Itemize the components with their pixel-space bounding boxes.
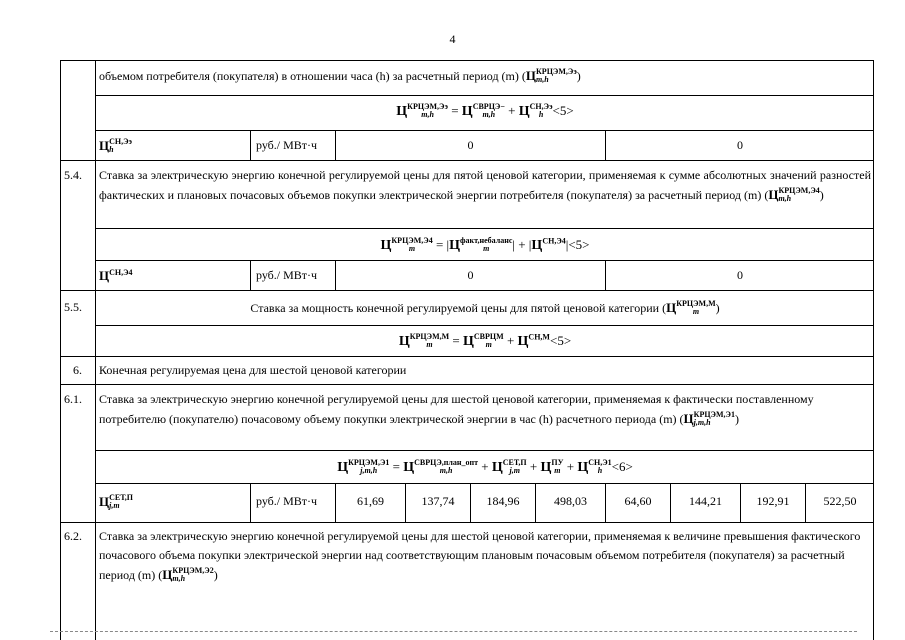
value-cell: 144,21	[689, 494, 722, 508]
row-line	[95, 130, 874, 131]
row-line	[95, 260, 874, 261]
parameter-symbol: $Ц^{СН,Э4}$	[99, 268, 133, 283]
row-line	[95, 483, 874, 484]
value-cell: 498,03	[554, 494, 587, 508]
value-cell: 64,60	[624, 494, 652, 508]
item-description: Ставка за мощность конечной регулируемой цены для пятой ценовой категории (Ц КРЦЭМ,М m )	[250, 299, 720, 317]
cell-divider	[250, 260, 251, 290]
formula: Ц КРЦЭМ,Э1 j,m,h = Ц СВРЦЭ,план_опт m,h + Ц СЕТ,П j,m + Ц ПУ m + Ц СН,Э1 h <6>	[337, 458, 633, 476]
cell-divider	[250, 130, 251, 160]
item-number: 5.4.	[64, 168, 82, 182]
value-cell: 184,96	[486, 494, 520, 508]
value-cell: 0	[737, 138, 743, 152]
item-description: Ставка за электрическую энергию конечной регулируемой цены для шестой ценовой категории, применяемая к фактически поставленному потребителю (покупателю) почасовому объему покупки электрической энергии в час (h) расчетного периода (m) (Ц КРЦЭМ,Э1 j,m,h )	[99, 392, 814, 428]
row-line	[60, 384, 874, 385]
parameter-symbol: Ц СЕТ,П j,m	[99, 493, 133, 511]
row-text: объемом потребителя (покупателя) в отношении часа (h) за расчетный период (m) (Ц КРЦЭМ,Ээ m,h )	[99, 67, 581, 85]
page-number: 4	[449, 32, 456, 46]
formula: Ц КРЦЭМ,Ээ m,h = Ц СВРЦЭ− m,h + Ц СН,Ээ h <5>	[396, 102, 574, 120]
item-number: 6.2.	[64, 529, 82, 543]
formula: Ц КРЦЭМ,М m = Ц СВРЦМ m + $Ц^{СН,М}<5>$	[398, 332, 572, 350]
row-line	[95, 228, 874, 229]
item-number: 5.5.	[64, 300, 82, 314]
section-heading: Конечная регулируемая цена для шестой ценовой категории	[99, 363, 407, 377]
row-line	[95, 450, 874, 451]
item-description: Ставка за электрическую энергию конечной регулируемой цены для пятой ценовой категории, применяемая к сумме абсолютных значений разностей фактических и плановых почасовых объемов покупки электрической энергии потребителя (покупателя) за расчетный период (m) (Ц КРЦЭМ,Э4 m,h )	[99, 168, 871, 204]
parameter-symbol: Ц СН,Ээ h	[99, 137, 133, 155]
unit-label: руб./ МВт·ч	[256, 138, 318, 152]
row-line	[95, 95, 874, 96]
unit-label: руб./ МВт·ч	[256, 494, 318, 508]
value-cell: 0	[737, 268, 743, 282]
item-description: Ставка за электрическую энергию конечной регулируемой цены для шестой ценовой категории, применяемая к величине превышения фактического почасового объема покупки электрической энергии над соответствующим плановым почасовым объемом потребителя (покупателя) за расчетный период (m) (Ц КРЦЭМ,Э2 m,h )	[99, 529, 861, 584]
unit-label: руб./ МВт·ч	[256, 268, 318, 282]
value-cell: 192,91	[756, 494, 790, 508]
item-number: 6.	[73, 363, 82, 377]
row-line	[60, 290, 874, 291]
value-cell: 0	[467, 268, 474, 282]
row-line	[60, 522, 874, 523]
row-line	[60, 160, 874, 161]
page-bottom-edge	[50, 631, 857, 632]
value-cell: 522,50	[823, 494, 857, 508]
formula: Ц КРЦЭМ,Э4 m = |Ц факт,небаланс m | + $|Ц^{СН,Э4}|<5>$	[380, 236, 590, 254]
row-line	[95, 325, 874, 326]
cell-divider	[250, 483, 251, 522]
value-cell: 0	[467, 138, 474, 152]
row-line	[60, 356, 874, 357]
value-cell: 137,74	[421, 494, 455, 508]
item-number: 6.1.	[64, 392, 82, 406]
value-cell: 61,69	[357, 494, 384, 508]
